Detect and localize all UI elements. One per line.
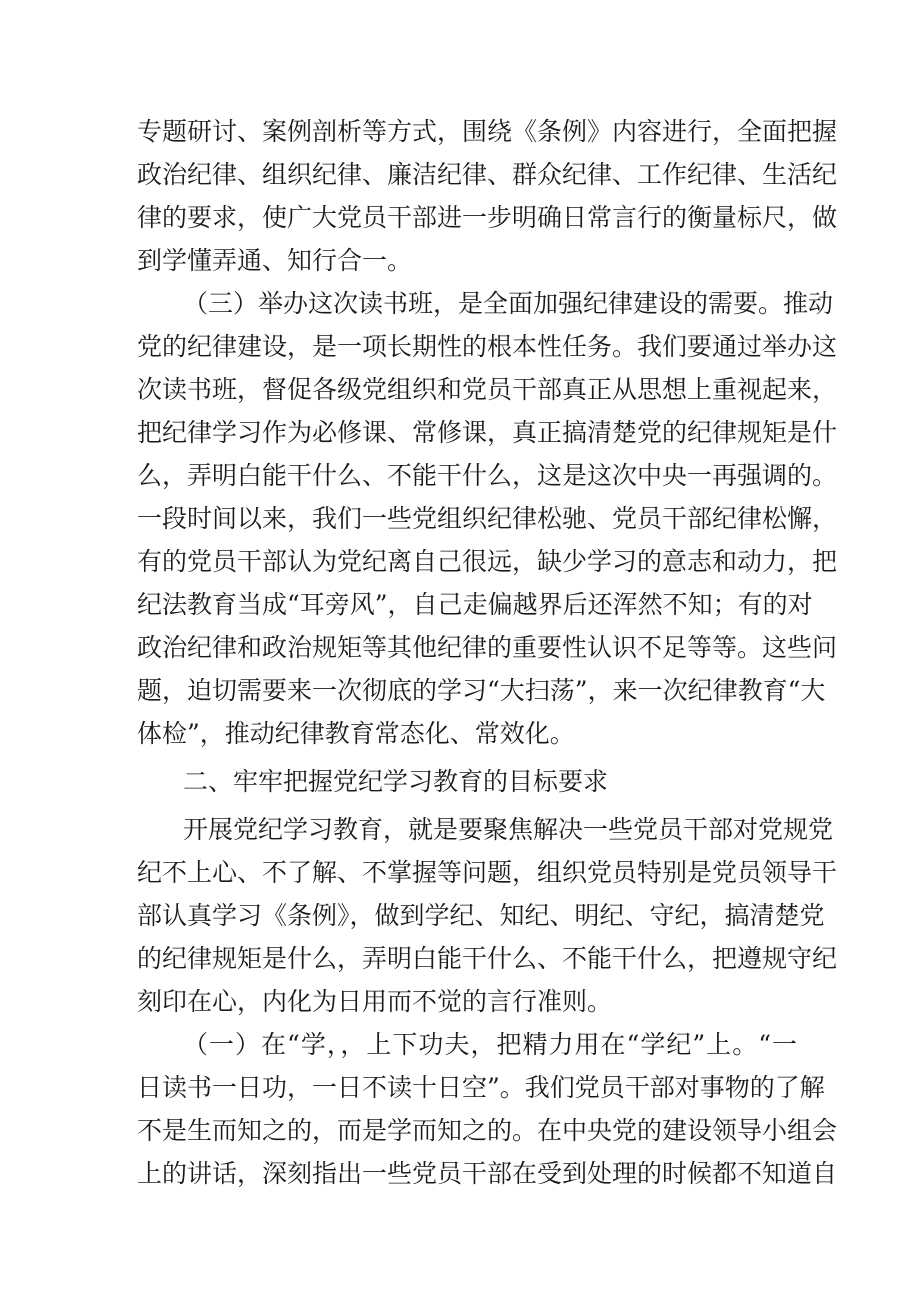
text-line: 党的纪律建设，是一项长期性的根本性任务。我们要通过举办这 bbox=[137, 332, 838, 361]
text-line: 上的讲话，深刻指出一些党员干部在受到处理的时候都不知道自 bbox=[137, 1159, 838, 1188]
text-line: 到学懂弄通、知行合一。 bbox=[137, 246, 413, 275]
text-line: 纪不上心、不了解、不掌握等问题，组织党员特别是党员领导干 bbox=[137, 858, 838, 887]
text-line: 部认真学习《条例》，做到学纪、知纪、明纪、守纪，搞清楚党 bbox=[137, 901, 825, 930]
text-line: 专题研讨、案例剖析等方式，围绕《条例》内容进行，全面把握 bbox=[137, 117, 838, 146]
text-line: 次读书班，督促各级党组织和党员干部真正从思想上重视起来， bbox=[137, 375, 838, 404]
text-line: 有的党员干部认为党纪离自己很远，缺少学习的意志和动力，把 bbox=[137, 547, 838, 576]
section-heading: 二、牢牢把握党纪学习教育的目标要求 bbox=[183, 767, 609, 796]
paragraph-first-line: （一）在“学，，上下功夫，把精力用在“学纪”上。“一 bbox=[183, 1030, 797, 1059]
paragraph-first-line: （三）举办这次读书班，是全面加强纪律建设的需要。推动 bbox=[183, 289, 834, 318]
text-line: 一段时间以来，我们一些党组织纪律松驰、党员干部纪律松懈， bbox=[137, 504, 838, 533]
text-line: 日读书一日功，一日不读十日空”。我们党员干部对事物的了解 bbox=[137, 1073, 825, 1102]
text-line: 体检”，推动纪律教育常态化、常效化。 bbox=[137, 719, 575, 748]
text-line: 么，弄明白能干什么、不能干什么，这是这次中央一再强调的。 bbox=[137, 461, 838, 490]
text-line: 刻印在心，内化为日用而不觉的言行准则。 bbox=[137, 987, 613, 1016]
text-line: 题，迫切需要来一次彻底的学习“大扫荡”，来一次纪律教育“大 bbox=[137, 676, 826, 705]
text-line: 不是生而知之的，而是学而知之的。在中央党的建设领导小组会 bbox=[137, 1116, 838, 1145]
text-line: 的纪律规矩是什么，弄明白能干什么、不能干什么，把遵规守纪 bbox=[137, 944, 838, 973]
text-line: 政治纪律、组织纪律、廉洁纪律、群众纪律、工作纪律、生活纪 bbox=[137, 160, 838, 189]
text-line: 律的要求，使广大党员干部进一步明确日常言行的衡量标尺，做 bbox=[137, 203, 838, 232]
text-line: 纪法教育当成“耳旁风”，自己走偏越界后还浑然不知；有的对 bbox=[137, 590, 813, 619]
text-line: 把纪律学习作为必修课、常修课，真正搞清楚党的纪律规矩是什 bbox=[137, 418, 838, 447]
text-line: 政治纪律和政治规矩等其他纪律的重要性认识不足等等。这些问 bbox=[137, 633, 838, 662]
paragraph-first-line: 开展党纪学习教育，就是要聚焦解决一些党员干部对党规党 bbox=[183, 815, 834, 844]
